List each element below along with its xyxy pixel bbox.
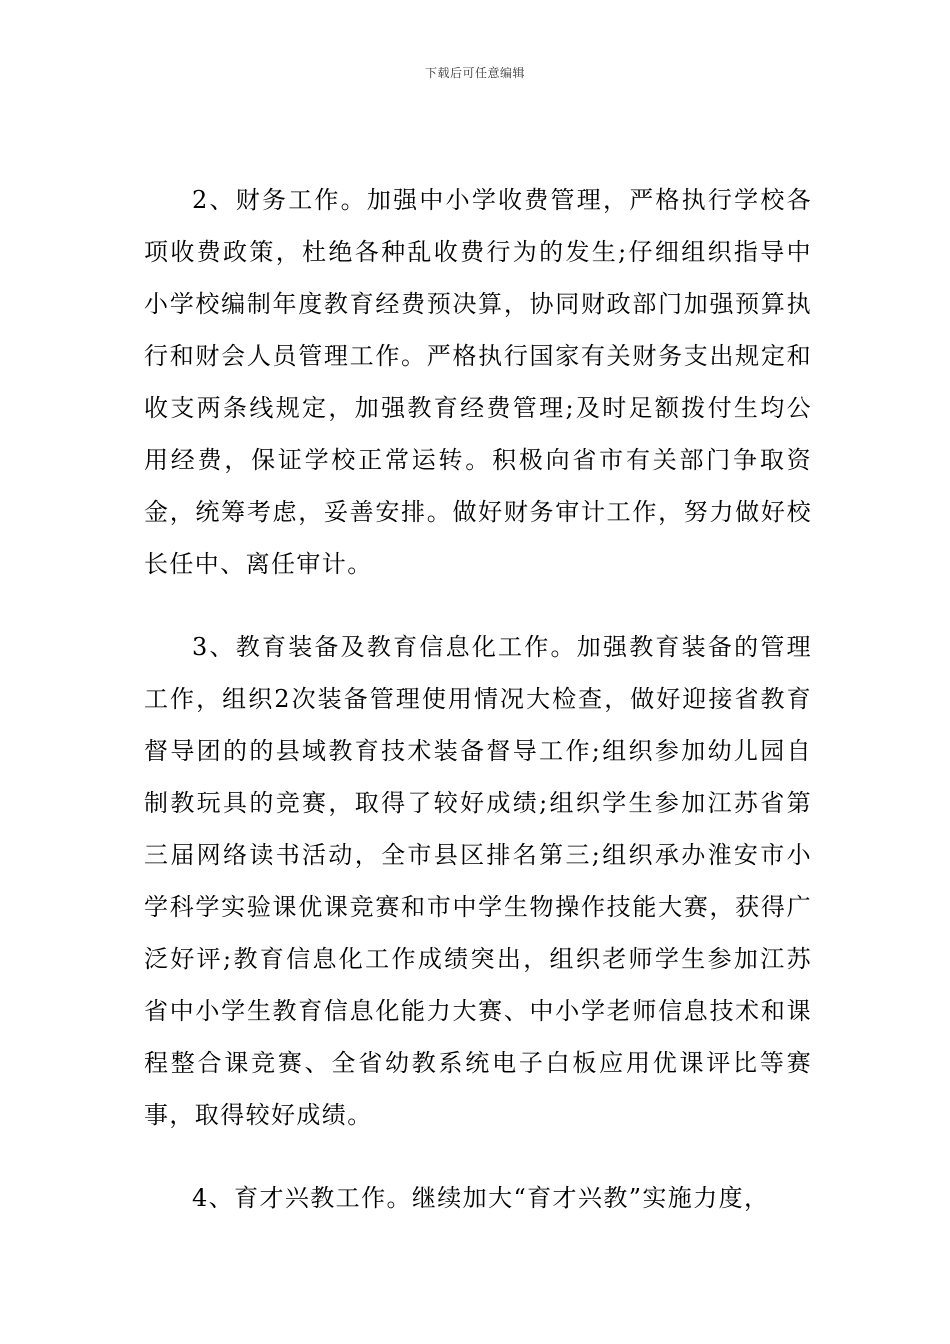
- header-note: 下载后可任意编辑: [424, 66, 525, 80]
- paragraph-talent-education: [144, 1172, 812, 1224]
- paragraph-equipment-informatization: [144, 621, 812, 1141]
- paragraph-text: 3、教育装备及教育信息化工作。加强教育装备的管理工作，组织2次装备管理使用情况大检查，做好迎接省教育督导团的的县域教育技术装备督导工作;组织参加幼儿园自制教玩具的竞赛，取得了较好成绩;组织学生参加江苏省第三届网络读书活动，全市县区排名第三;组织承办淮安市小学科学实验课优课竞赛和市中学生物操作技能大赛，获得广泛好评;教育信息化工作成绩突出，组织老师学生参加江苏省中小学生教育信息化能力大赛、中小学老师信息技术和课程整合课竞赛、全省幼教系统电子白板应用优课评比等赛事，取得较好成绩。: [144, 633, 812, 1129]
- paragraph-text: 2、财务工作。加强中小学收费管理，严格执行学校各项收费政策，杜绝各种乱收费行为的发生;仔细组织指导中小学校编制年度教育经费预决算，协同财政部门加强预算执行和财会人员管理工作。严格执行国家有关财务支出规定和收支两条线规定，加强教育经费管理;及时足额拨付生均公用经费，保证学校正常运转。积极向省市有关部门争取资金，统筹考虑，妥善安排。做好财务审计工作，努力做好校长任中、离任审计。: [144, 186, 812, 578]
- paragraph-text: 4、育才兴教工作。继续加大“育才兴教”实施力度，: [192, 1184, 770, 1212]
- paragraph-finance: [144, 174, 812, 590]
